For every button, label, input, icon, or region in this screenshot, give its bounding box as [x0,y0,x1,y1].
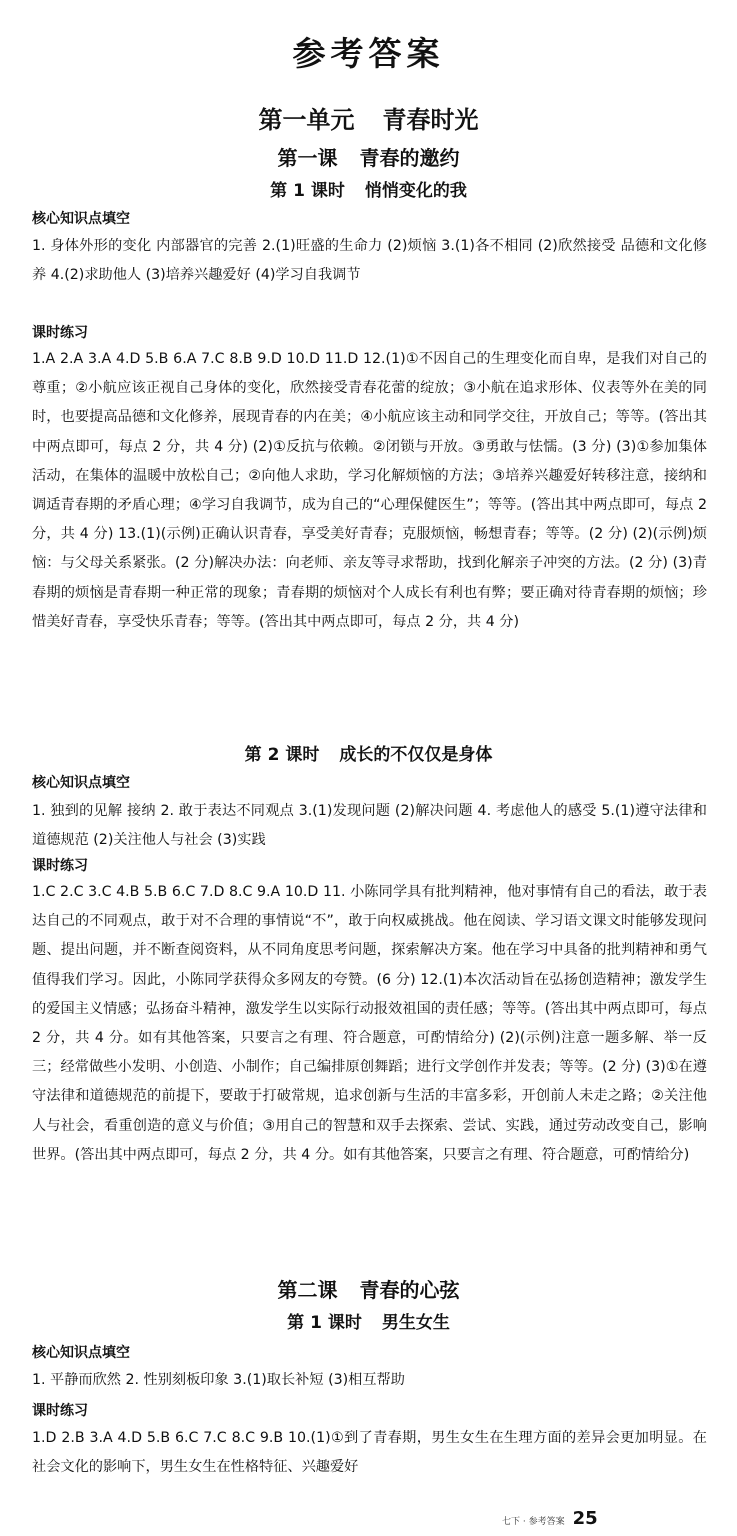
period-heading [0,1308,737,1333]
section-heading-practice: 课时练习 [32,1403,88,1419]
answer-paragraph: 1. 身体外形的变化 内部器官的完善 2.(1)旺盛的生命力 (2)烦恼 3.(1)各不相同 (2)欣然接受 品德和文化修养 4.(2)求助他人 (3)培养兴趣爱好 (4)学习自我调节 [32,238,707,284]
lesson-label: 第二课 [277,1278,338,1302]
period-heading [0,740,737,765]
page-number: 25 [572,1508,598,1529]
lesson-heading [0,1274,737,1303]
period-name: 悄悄变化的我 [364,181,467,201]
answer-paragraph: 1.C 2.C 3.C 4.B 5.B 6.C 7.D 8.C 9.A 10.D 11. 小陈同学具有批判精神，他对事情有自己的看法，敢于表达自己的不同观点，敢于对不合理的事情说“不”，敢于向权威挑战。他在阅读、学习语文课文时能够发现问题、提出问题，并不断查阅资料，从不同角度思考问题，探索解决方案。他在学习中具备的批判精神和勇气值得我们学习。因此，小陈同学获得众多网友的夸赞。(6 分) 12.(1)本次活动旨在弘扬创造精神；激发学生的爱国主义情感；弘扬奋斗精神，激发学生以实际行动报效祖国的责任感；等等。(答出其中两点即可，每点 2 分，共 4 分。如有其他答案，只要言之有理、符合题意，可酌情给分) (2)(示例)注意一题多解、举一反三；经常做些小发明、小创造、小制作；自己编排原创舞蹈；进行文学创作并发表；等等。(2 分) (3)①在遵守法律和道德规范的前提下，要敢于打破常规，追求创新与生活的丰富多彩，开创前人未走之路；②关注他人与社会，看重创造的意义与价值；③用自己的智慧和双手去探索、尝试、实践，通过劳动改变自己，影响世界。(答出其中两点即可，每点 2 分，共 4 分。如有其他答案，只要言之有理、符合题意，可酌情给分) [32,884,707,1163]
unit-label: 第一单元 [258,106,355,134]
page-footer [502,1508,598,1529]
unit-heading [0,100,737,135]
footer-book-label: 七下 · 参考答案 [502,1517,565,1527]
period-name: 男生女生 [381,1313,450,1333]
page-title: 参考答案 [292,34,445,73]
unit-name: 青春时光 [382,106,479,134]
period-label: 第 2 课时 [244,745,320,765]
section-heading-practice: 课时练习 [32,325,88,341]
period-label: 第 1 课时 [287,1313,362,1333]
answer-paragraph: 1.D 2.B 3.A 4.D 5.B 6.C 7.C 8.C 9.B 10.(1)①到了青春期，男生女生在生理方面的差异会更加明显。在社会文化的影响下，男生女生在性格特征、兴趣爱好 [32,1430,707,1476]
section-heading-knowledge: 核心知识点填空 [32,1345,130,1361]
section-heading-practice: 课时练习 [32,858,88,874]
period-heading [0,176,737,201]
answer-paragraph: 1. 独到的见解 接纳 2. 敢于表达不同观点 3.(1)发现问题 (2)解决问题 4. 考虑他人的感受 5.(1)遵守法律和道德规范 (2)关注他人与社会 (3)实践 [32,803,707,849]
period-label: 第 1 课时 [270,181,345,201]
lesson-heading [0,142,737,171]
period-name: 成长的不仅仅是身体 [339,745,493,765]
section-heading-knowledge: 核心知识点填空 [32,775,130,791]
lesson-name: 青春的邀约 [359,146,460,170]
section-heading-knowledge: 核心知识点填空 [32,211,130,227]
answer-paragraph: 1.A 2.A 3.A 4.D 5.B 6.A 7.C 8.B 9.D 10.D 11.D 12.(1)①不因自己的生理变化而自卑，是我们对自己的尊重；②小航应该正视自己身体的变化，欣然接受青春花蕾的绽放；③小航在追求形体、仪表等外在美的同时，也要提高品德和文化修养，展现青春的内在美；④小航应该主动和同学交往，开放自己；等等。(答出其中两点即可，每点 2 分，共 4 分) (2)①反抗与依赖。②闭锁与开放。③勇敢与怯懦。(3 分) (3)①参加集体活动，在集体的温暖中放松自己；②向他人求助，学习化解烦恼的方法；③培养兴趣爱好转移注意，接纳和调适青春期的矛盾心理；④学习自我调节，成为自己的“心理保健医生”；等等。(答出其中两点即可，每点 2 分，共 4 分) 13.(1)(示例)正确认识青春，享受美好青春；克服烦恼，畅想青春；等等。(2 分) (2)(示例)烦恼：与父母关系紧张。(2 分)解决办法：向老师、亲友等寻求帮助，找到化解亲子冲突的方法。(2 分) (3)青春期的烦恼是青春期一种正常的现象；青春期的烦恼对个人成长有利也有弊；要正确对待青春期的烦恼；珍惜美好青春，享受快乐青春；等等。(答出其中两点即可，每点 2 分，共 4 分) [32,351,707,630]
lesson-label: 第一课 [277,146,338,170]
answer-paragraph: 1. 平静而欣然 2. 性别刻板印象 3.(1)取长补短 (3)相互帮助 [32,1372,405,1388]
lesson-name: 青春的心弦 [359,1278,460,1302]
